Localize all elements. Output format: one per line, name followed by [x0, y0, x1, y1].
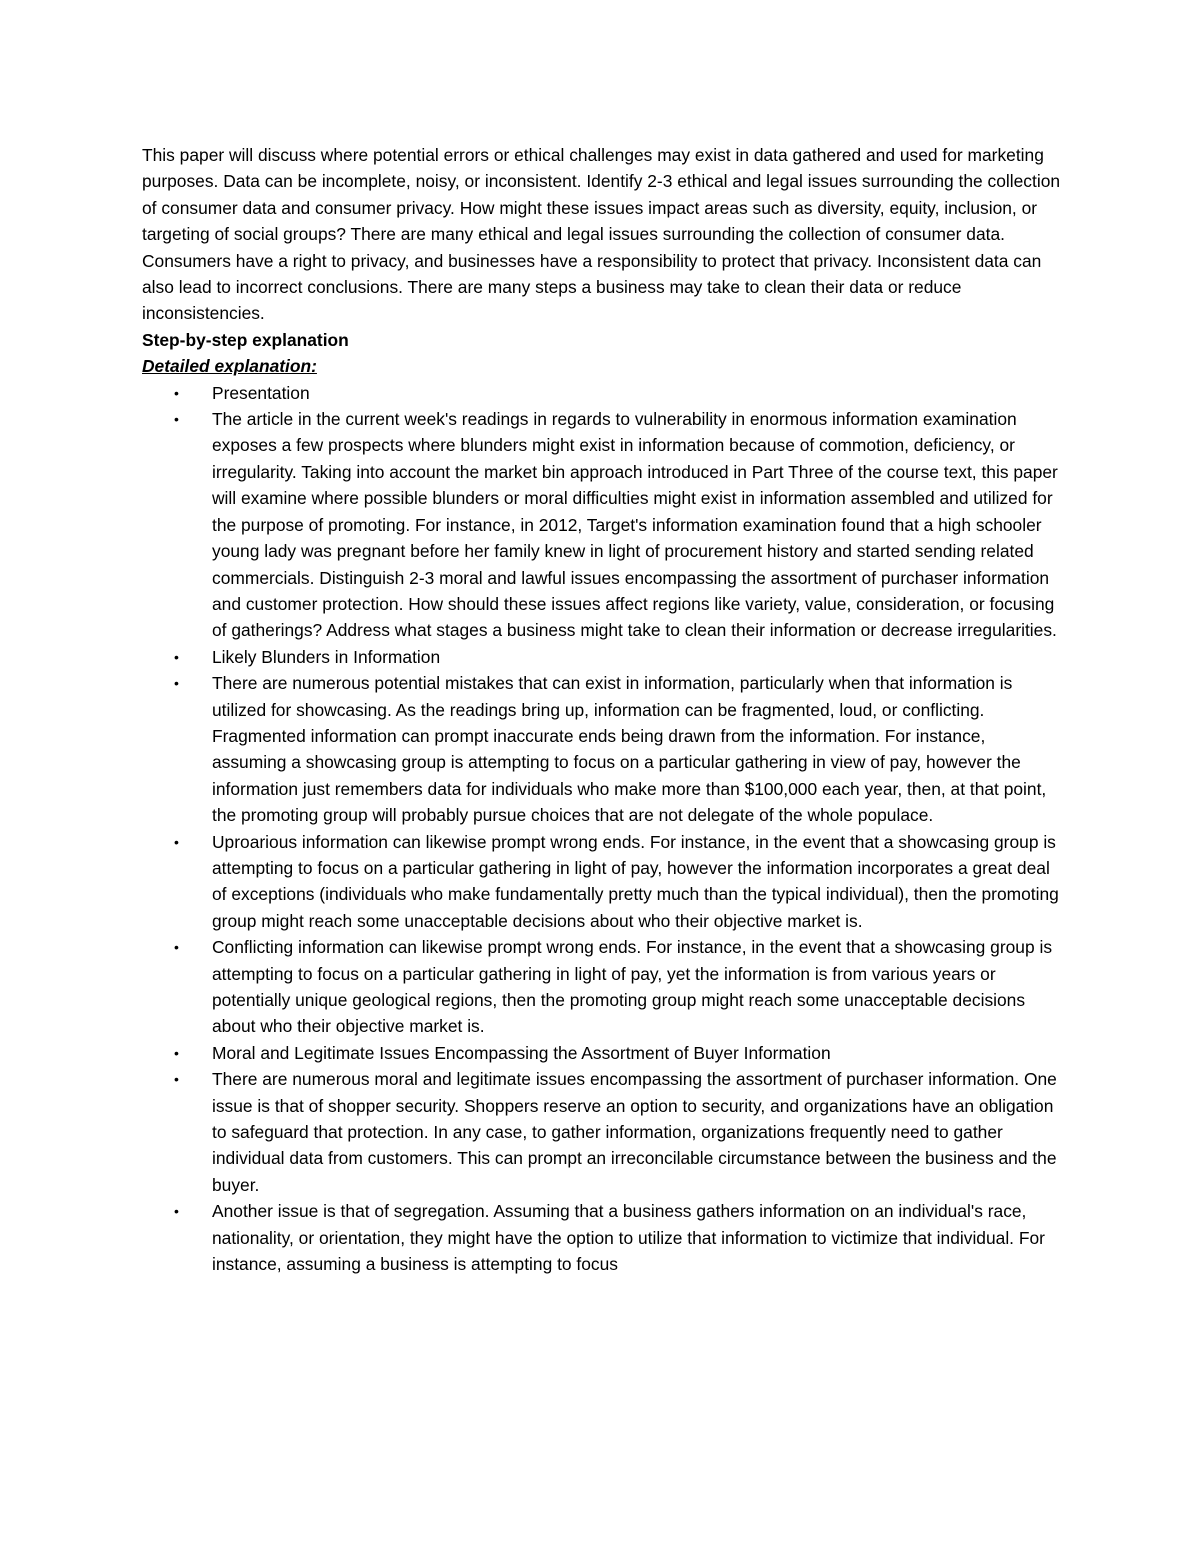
- bullet-icon: •: [174, 648, 179, 665]
- list-item-text: The article in the current week's readings in regards to vulnerability in enormous information examination exposes a few prospects where blunders might exist in information because of commotion, deficiency, or irregularity. Taking into account the market bin approach introduced in Part Three of the course text, this paper will examine where possible blunders or moral difficulties might exist in information assembled and utilized for the purpose of promoting. For instance, in 2012, Target's information examination found that a high schooler young lady was pregnant before her family knew in light of procurement history and started sending related commercials. Distinguish 2-3 moral and lawful issues encompassing the assortment of purchaser information and customer protection. How should these issues affect regions like variety, value, consideration, or focusing of gatherings? Address what stages a business might take to clean their information or decrease irregularities.: [212, 409, 1058, 641]
- list-item-text: Another issue is that of segregation. Assuming that a business gathers information on an individual's race, nationality, or orientation, they might have the option to utilize that information to victimize that individual. For instance, assuming a business is attempting to focus: [212, 1201, 1045, 1275]
- list-item-text: Conflicting information can likewise prompt wrong ends. For instance, in the event that a showcasing group is attempting to focus on a particular gathering in light of pay, yet the information is from various years or potentially unique geological regions, then the promoting group might reach some unacceptable decisions about who their objective market is.: [212, 937, 1053, 1037]
- list-item-text: Moral and Legitimate Issues Encompassing the Assortment of Buyer Information: [212, 1042, 831, 1063]
- list-item: [142, 1066, 1064, 1198]
- list-item: [142, 380, 1064, 406]
- list-item-text: Presentation: [212, 382, 310, 403]
- bullet-icon: •: [174, 1071, 179, 1088]
- bullet-icon: •: [174, 384, 179, 401]
- list-item: [142, 934, 1064, 1040]
- intro-paragraph-1: This paper will discuss where potential errors or ethical challenges may exist in data gathered and used for marketing purposes. Data can be incomplete, noisy, or inconsistent. Identify 2-3 ethical and legal issues surrounding the collection of consumer data and consumer privacy. How might these issues impact areas such as diversity, equity, inclusion, or targeting of social groups? There are many ethical and legal issues surrounding the collection of consumer data.: [142, 145, 1061, 245]
- list-item: [142, 1040, 1064, 1066]
- list-item-text: There are numerous moral and legitimate issues encompassing the assortment of purchaser information. One issue is that of shopper security. Shoppers reserve an option to security, and organizations have an obligation to safeguard that protection. In any case, to gather information, organizations frequently need to gather individual data from customers. This can prompt an irreconcilable circumstance between the business and the buyer.: [212, 1069, 1057, 1195]
- explanation-bullet-list: [142, 380, 1064, 1278]
- step-by-step-heading: Step-by-step explanation: [142, 329, 349, 350]
- list-item: [142, 406, 1064, 644]
- list-item: [142, 670, 1064, 828]
- bullet-icon: •: [174, 1044, 179, 1061]
- list-item-text: Likely Blunders in Information: [212, 646, 441, 667]
- bullet-icon: •: [174, 939, 179, 956]
- list-item: [142, 1198, 1064, 1277]
- bullet-icon: •: [174, 411, 179, 428]
- list-item-text: There are numerous potential mistakes that can exist in information, particularly when that information is utilized for showcasing. As the readings bring up, information can be fragmented, loud, or conflicting. Fragmented information can prompt inaccurate ends being drawn from the information. For instance, assuming a showcasing group is attempting to focus on a particular gathering in view of pay, however the information just remembers data for individuals who make more than $100,000 each year, then, at that point, the promoting group will probably pursue choices that are not delegate of the whole populace.: [212, 673, 1047, 826]
- bullet-icon: •: [174, 675, 179, 692]
- detailed-explanation-heading: Detailed explanation:: [142, 356, 317, 377]
- intro-paragraph-2: Consumers have a right to privacy, and businesses have a responsibility to protect that privacy. Inconsistent data can also lead to incorrect conclusions. There are many steps a business may take to clean their data or reduce inconsistencies.: [142, 250, 1042, 324]
- bullet-icon: •: [174, 833, 179, 850]
- list-item: [142, 644, 1064, 670]
- list-item: [142, 829, 1064, 935]
- document-page: [142, 142, 1064, 1277]
- list-item-text: Uproarious information can likewise prompt wrong ends. For instance, in the event that a showcasing group is attempting to focus on a particular gathering in light of pay, however the information incorporates a great deal of exceptions (individuals who make fundamentally pretty much than the typical individual), then the promoting group might reach some unacceptable decisions about who their objective market is.: [212, 831, 1059, 931]
- bullet-icon: •: [174, 1203, 179, 1220]
